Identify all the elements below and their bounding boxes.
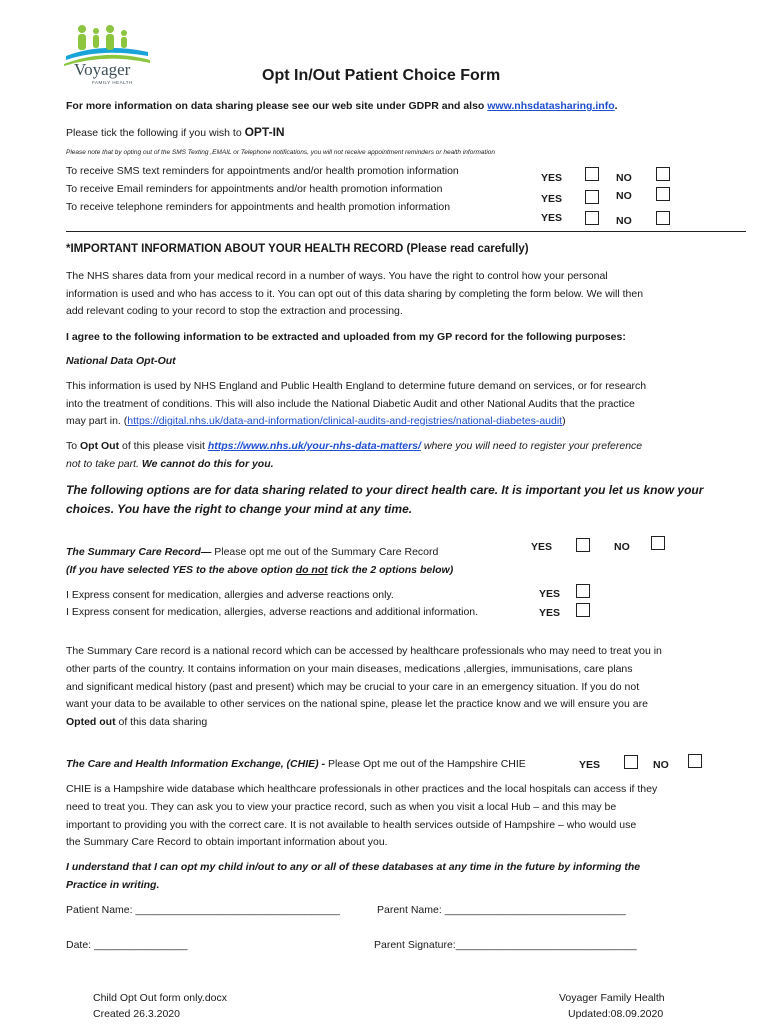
scr-no-checkbox[interactable]	[651, 536, 665, 550]
scr-info-line-5: Opted out of this data sharing	[66, 716, 208, 728]
chie-no-checkbox[interactable]	[688, 754, 702, 768]
footer-created: Created 26.3.2020	[93, 1008, 180, 1020]
scr-consent-1-checkbox[interactable]	[576, 584, 590, 598]
important-line-3: add relevant coding to your record to stop the extraction and processing.	[66, 305, 403, 317]
nhs-data-sharing-link[interactable]: www.nhsdatasharing.info	[487, 100, 615, 112]
scr-consent-2: I Express consent for medication, allergies, adverse reactions and additional information.	[66, 606, 479, 618]
parent-signature-field[interactable]: Parent Signature:_______________________________	[374, 939, 637, 951]
important-line-1: The NHS shares data from your medical record in a number of ways. You have the right to control how your personal	[66, 270, 608, 282]
optin-phone-yes-label: YES	[541, 212, 563, 224]
direct-care-line-1: The following options are for data sharing related to your direct health care. It is important you let us know your	[66, 483, 704, 497]
footer-filename: Child Opt Out form only.docx	[93, 992, 228, 1004]
important-line-2: information is used and who has access to it. You can opt out of this data sharing by completing the form below. We will then	[66, 288, 644, 300]
understand-line-1: I understand that I can opt my child in/out to any or all of these databases at any time in the future by informing the	[66, 861, 641, 873]
ndo-optout-line-2: not to take part. We cannot do this for you.	[66, 458, 274, 470]
optin-note: Please note that by opting out of the SMS Texting ,EMAIL or Telephone notifications, you will not receive appointment reminders or health information	[66, 149, 496, 156]
optin-sms-yes-label: YES	[541, 172, 563, 184]
scr-note: (If you have selected YES to the above option do not tick the 2 options below)	[66, 564, 454, 576]
ndo-line-2: into the treatment of conditions. This will also include the National Diabetic Audit and other National Audits that the practice	[66, 398, 635, 410]
scr-yes-label: YES	[531, 541, 553, 553]
scr-info-line-3: and significant medical history (past and present) which may be crucial to your care in an emergency situation. If you do not	[66, 681, 640, 693]
optin-email-no-label: NO	[616, 190, 632, 202]
ndo-line-1: This information is used by NHS England and Public Health England to determine future demand on services, or for research	[66, 380, 647, 392]
chie-line: The Care and Health Information Exchange, (CHIE) - Please Opt me out of the Hampshire CHIE	[66, 758, 526, 770]
intro-line: For more information on data sharing please see our web site under GDPR and also www.nhsdatasharing.info.	[66, 100, 618, 112]
logo	[62, 20, 152, 88]
ndo-optout-line: To Opt Out of this please visit https://www.nhs.uk/your-nhs-data-matters/ where you will need to register your preference	[66, 440, 643, 452]
section-divider	[66, 231, 746, 232]
chie-yes-checkbox[interactable]	[624, 755, 638, 769]
optin-email-yes-checkbox[interactable]	[585, 190, 599, 204]
scr-consent-2-yes-label: YES	[539, 607, 561, 619]
date-field[interactable]: Date: ________________	[66, 939, 188, 951]
scr-consent-1-yes-label: YES	[539, 588, 561, 600]
optin-phone-no-label: NO	[616, 215, 632, 227]
diabetes-audit-link[interactable]: https://digital.nhs.uk/data-and-information/clinical-audits-and-registries/national-diabetes-audit	[127, 415, 563, 427]
chie-info-line-3: important to providing you with the correct care. It is not available to health services outside of Hampshire – who would use	[66, 819, 637, 831]
chie-info-line-4: the Summary Care Record to obtain important information about you.	[66, 836, 388, 848]
understand-line-2: Practice in writing.	[66, 879, 160, 891]
logo-name: Voyager	[74, 60, 131, 79]
ndo-line-3: may part in. (https://digital.nhs.uk/data-and-information/clinical-audits-and-registries/national-diabetes-audit)	[66, 415, 566, 427]
scr-yes-checkbox[interactable]	[576, 538, 590, 552]
optin-sms-no-checkbox[interactable]	[656, 167, 670, 181]
agree-statement: I agree to the following information to be extracted and uploaded from my GP record for the following purposes:	[66, 331, 626, 343]
optin-email-yes-label: YES	[541, 193, 563, 205]
optin-phone-yes-checkbox[interactable]	[585, 211, 599, 225]
chie-info-line-2: need to treat you. They can ask you to view your practice record, such as when you visit a local Hub – and this may be	[66, 801, 617, 813]
direct-care-line-2: choices. You have the right to change your mind at any time.	[66, 502, 413, 516]
scr-consent-1: I Express consent for medication, allergies and adverse reactions only.	[66, 589, 394, 601]
optin-lead: Please tick the following if you wish to OPT-IN	[66, 125, 285, 139]
chie-yes-label: YES	[579, 759, 601, 771]
optin-sms-yes-checkbox[interactable]	[585, 167, 599, 181]
optin-phone-no-checkbox[interactable]	[656, 211, 670, 225]
parent-name-field[interactable]: Parent Name: _______________________________	[377, 904, 626, 916]
optin-phone-label: To receive telephone reminders for appointments and health promotion information	[66, 201, 451, 213]
optin-sms-label: To receive SMS text reminders for appointments and/or health promotion information	[66, 165, 459, 177]
patient-name-field[interactable]: Patient Name: ___________________________________	[66, 904, 340, 916]
logo-subtitle: FAMILY HEALTH	[92, 80, 133, 85]
optin-sms-no-label: NO	[616, 172, 632, 184]
nhs-data-matters-link[interactable]: https://www.nhs.uk/your-nhs-data-matters/	[207, 440, 421, 452]
scr-no-label: NO	[614, 541, 630, 553]
important-heading: *IMPORTANT INFORMATION ABOUT YOUR HEALTH RECORD (Please read carefully)	[66, 243, 529, 255]
chie-info-line-1: CHIE is a Hampshire wide database which healthcare professionals in other practices and the local hospitals can access if they	[66, 783, 658, 795]
optin-email-label: To receive Email reminders for appointments and/or health promotion information	[66, 183, 443, 195]
optin-email-no-checkbox[interactable]	[656, 187, 670, 201]
footer-practice: Voyager Family Health	[559, 992, 665, 1004]
scr-consent-2-checkbox[interactable]	[576, 603, 590, 617]
page-title: Opt In/Out Patient Choice Form	[262, 67, 501, 84]
chie-no-label: NO	[653, 759, 669, 771]
footer-updated: Updated:08.09.2020	[568, 1008, 664, 1020]
scr-info-line-1: The Summary Care record is a national record which can be accessed by healthcare professionals who may need to treat you in	[66, 645, 662, 657]
scr-line: The Summary Care Record— Please opt me out of the Summary Care Record	[66, 546, 439, 558]
ndo-heading: National Data Opt-Out	[66, 355, 176, 367]
scr-info-line-4: want your data to be available to other services on the national spine, please let the practice know and we will ensure you are	[66, 698, 648, 710]
scr-info-line-2: other parts of the country. It contains information on your main diseases, medications ,allergies, immunisations, care plans	[66, 663, 633, 675]
